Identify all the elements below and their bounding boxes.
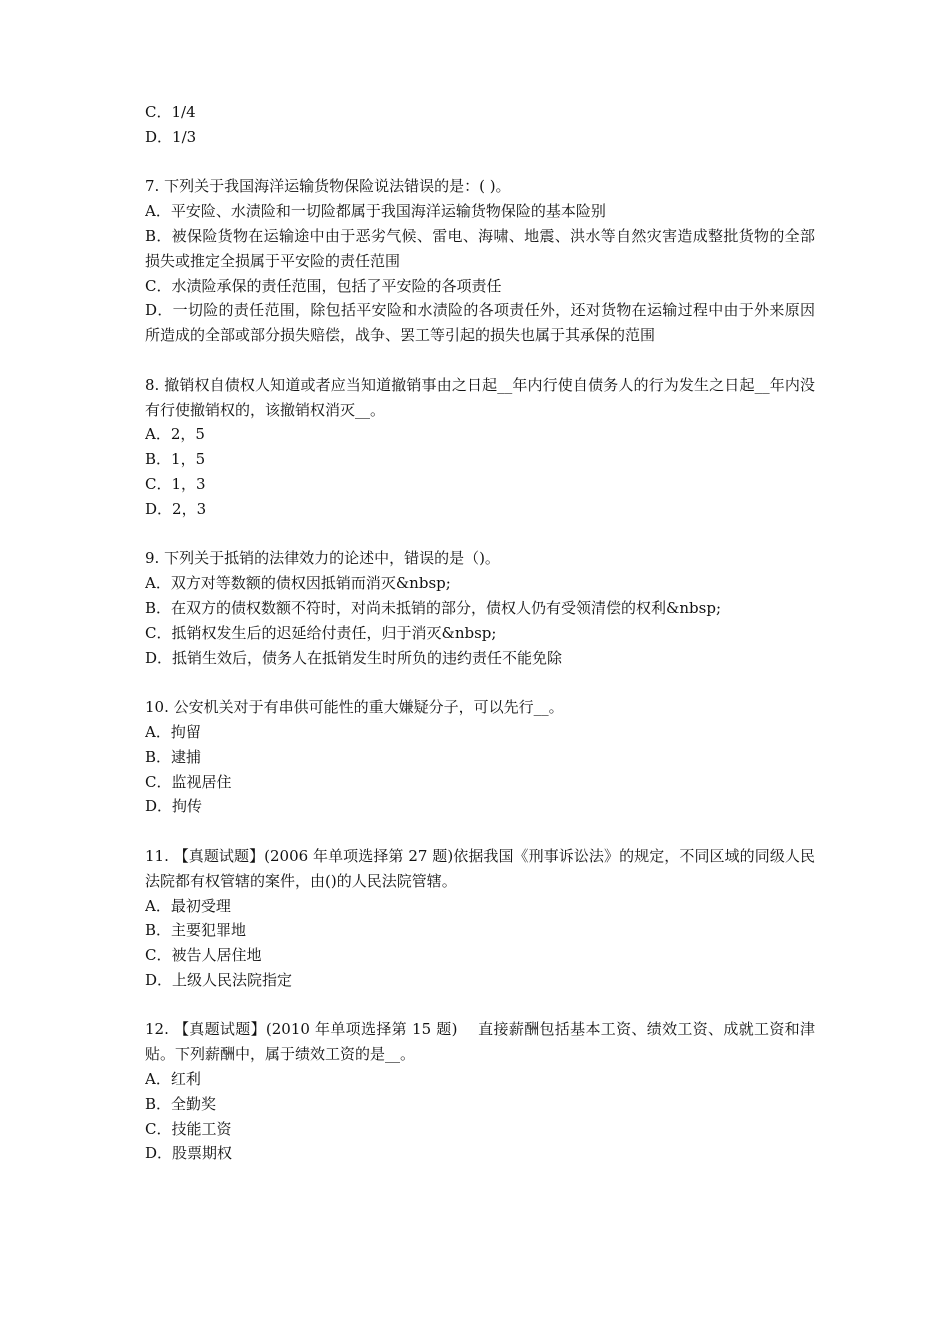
option-c: C．抵销权发生后的迟延给付责任，归于消灭&nbsp; bbox=[145, 623, 497, 642]
option-b: B．被保险货物在运输途中由于恶劣气候、雷电、海啸、地震、洪水等自然灾害造成整批货物的全部损失或推定全损属于平安险的责任范围 bbox=[145, 226, 815, 270]
question-8 bbox=[145, 373, 815, 522]
question-11 bbox=[145, 844, 815, 993]
document-page bbox=[145, 100, 815, 1166]
question-stem: 9. 下列关于抵销的法律效力的论述中，错误的是（)。 bbox=[145, 549, 500, 568]
option-d: D．1/3 bbox=[145, 127, 197, 146]
option-a: A．最初受理 bbox=[145, 896, 231, 915]
option-c: C．技能工资 bbox=[145, 1119, 232, 1138]
option-d: D．拘传 bbox=[145, 797, 203, 816]
option-a: A．拘留 bbox=[145, 722, 201, 741]
question-stem: 10. 公安机关对于有串供可能性的重大嫌疑分子，可以先行__。 bbox=[145, 698, 564, 717]
option-a: A．双方对等数额的债权因抵销而消灭&nbsp; bbox=[145, 574, 451, 593]
option-b: B．主要犯罪地 bbox=[145, 921, 247, 940]
option-b: B．全勤奖 bbox=[145, 1094, 217, 1113]
option-c: C．被告人居住地 bbox=[145, 946, 262, 965]
option-a: A．红利 bbox=[145, 1070, 201, 1089]
option-c: C．1/4 bbox=[145, 103, 196, 121]
leading-options bbox=[145, 100, 815, 150]
option-d: D．2，3 bbox=[145, 499, 207, 518]
option-c: C．监视居住 bbox=[145, 772, 232, 791]
question-7 bbox=[145, 174, 815, 348]
option-c: C．1，3 bbox=[145, 474, 206, 493]
option-d: D．上级人民法院指定 bbox=[145, 970, 293, 989]
option-a: A．平安险、水渍险和一切险都属于我国海洋运输货物保险的基本险别 bbox=[145, 202, 606, 221]
question-9 bbox=[145, 546, 815, 670]
option-d: D．一切险的责任范围，除包括平安险和水渍险的各项责任外，还对货物在运输过程中由于外来原因所造成的全部或部分损失赔偿，战争、罢工等引起的损失也属于其承保的范围 bbox=[145, 301, 815, 345]
question-stem: 8. 撤销权自债权人知道或者应当知道撤销事由之日起__年内行使自债务人的行为发生之日起__年内没有行使撤销权的，该撤销权消灭__。 bbox=[145, 375, 815, 419]
option-b: B．逮捕 bbox=[145, 747, 202, 766]
question-stem: 11. 【真题试题】(2006 年单项选择第 27 题)依据我国《刑事诉讼法》的规定，不同区域的同级人民法院都有权管辖的案件，由()的人民法院管辖。 bbox=[145, 846, 815, 890]
option-b: B．在双方的债权数额不符时，对尚未抵销的部分，债权人仍有受领清偿的权利&nbsp; bbox=[145, 598, 721, 617]
question-12 bbox=[145, 1017, 815, 1166]
option-a: A．2，5 bbox=[145, 425, 205, 444]
question-stem: 7. 下列关于我国海洋运输货物保险说法错误的是：( )。 bbox=[145, 177, 511, 196]
option-b: B．1，5 bbox=[145, 450, 206, 469]
question-10 bbox=[145, 695, 815, 819]
option-d: D．抵销生效后，债务人在抵销发生时所负的违约责任不能免除 bbox=[145, 648, 563, 667]
option-c: C．水渍险承保的责任范围，包括了平安险的各项责任 bbox=[145, 276, 502, 295]
option-d: D．股票期权 bbox=[145, 1144, 233, 1163]
question-stem: 12. 【真题试题】(2010 年单项选择第 15 题) 直接薪酬包括基本工资、绩效工资、成就工资和津贴。下列薪酬中，属于绩效工资的是__。 bbox=[145, 1020, 815, 1064]
